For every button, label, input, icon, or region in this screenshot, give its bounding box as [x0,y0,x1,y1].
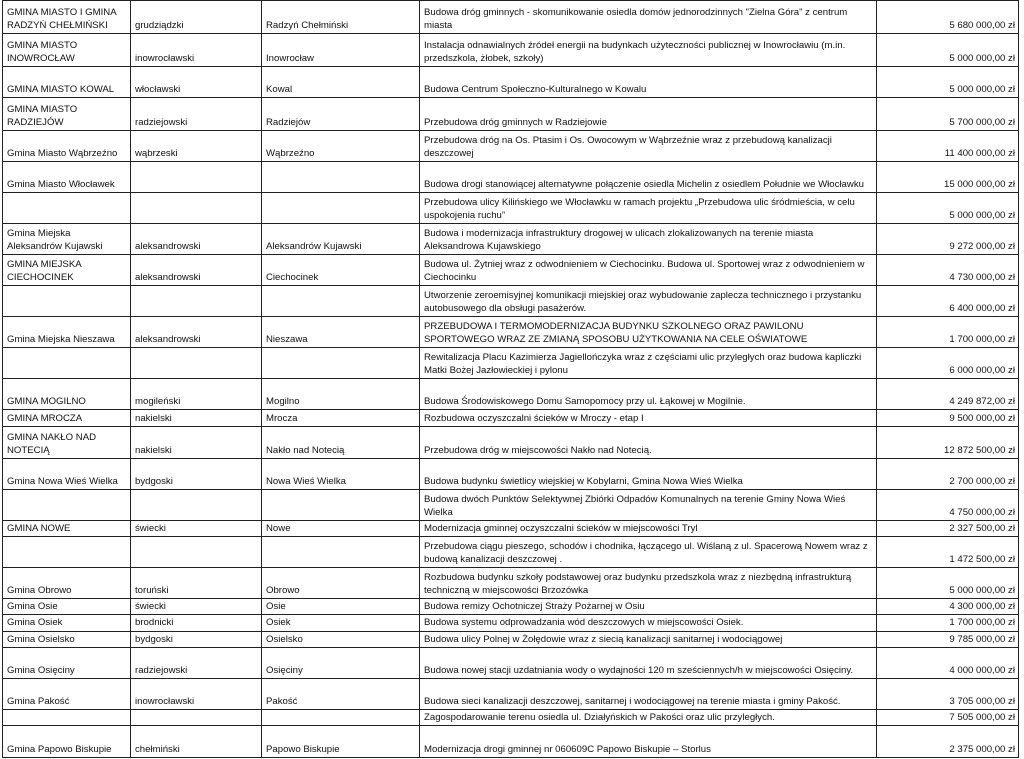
table-row [3,459,1019,490]
miejscowosc-cell: Nieszawa [262,317,420,348]
kwota-cell: 7 505 000,00 zł [877,709,1019,725]
miejscowosc-cell: Nakło nad Notecią [262,427,420,459]
miejscowosc-cell: Wąbrzeźno [262,131,420,162]
powiat-cell: aleksandrowski [131,224,262,255]
zadanie-cell: Rewitalizacja Placu Kazimierza Jagiellończyka wraz z częściami ulic przyległych oraz budowa kapliczki Matki Bożej Jazłowieckiej i pylonu [420,348,877,379]
gmina-cell [3,286,131,317]
miejscowosc-cell: Pakość [262,678,420,709]
table-row [3,348,1019,379]
gmina-cell [3,709,131,725]
miejscowosc-cell: Osięciny [262,647,420,678]
kwota-cell: 6 400 000,00 zł [877,286,1019,317]
zadanie-cell: Przebudowa ciągu pieszego, schodów i chodnika, łączącego ul. Wiślaną z ul. Spacerową Nowem wraz z budową kanalizacji deszczowej . [420,537,877,568]
powiat-cell [131,537,262,568]
kwota-cell: 5 000 000,00 zł [877,67,1019,98]
table-row [3,709,1019,725]
kwota-cell: 6 000 000,00 zł [877,348,1019,379]
zadanie-cell: Przebudowa dróg w miejscowości Nakło nad Notecią. [420,427,877,459]
grant-table-body [3,1,1019,758]
miejscowosc-cell [262,709,420,725]
miejscowosc-cell: Papowo Biskupie [262,726,420,758]
table-row [3,317,1019,348]
gmina-cell: GMINA MIASTO I GMINA RADZYŃ CHEŁMIŃSKI [3,1,131,34]
table-row [3,647,1019,678]
powiat-cell [131,348,262,379]
zadanie-cell: Budowa Centrum Społeczno-Kulturalnego w Kowalu [420,67,877,98]
kwota-cell: 9 500 000,00 zł [877,410,1019,427]
powiat-cell: wąbrzeski [131,131,262,162]
miejscowosc-cell: Inowrocław [262,34,420,67]
zadanie-cell: Przebudowa ulicy Kilińskiego we Włocławku w ramach projektu „Przebudowa ulic śródmieścia, w celu uspokojenia ruchu” [420,193,877,224]
zadanie-cell: Przebudowa dróg na Os. Ptasim i Os. Owocowym w Wąbrzeźnie wraz z przebudową kanalizacji deszczowej [420,131,877,162]
zadanie-cell: Budowa systemu odprowadzania wód deszczowych w miejscowości Osiek. [420,615,877,631]
grant-table [2,0,1019,758]
powiat-cell: inowrocławski [131,34,262,67]
powiat-cell: chełmiński [131,726,262,758]
powiat-cell: aleksandrowski [131,255,262,286]
kwota-cell: 9 272 000,00 zł [877,224,1019,255]
miejscowosc-cell: Osie [262,599,420,615]
gmina-cell: Gmina Miasto Wąbrzeźno [3,131,131,162]
miejscowosc-cell [262,490,420,521]
gmina-cell: GMINA MIASTO KOWAL [3,67,131,98]
miejscowosc-cell: Radziejów [262,98,420,131]
zadanie-cell: Przebudowa dróg gminnych w Radziejowie [420,98,877,131]
gmina-cell: Gmina Miejska Aleksandrów Kujawski [3,224,131,255]
miejscowosc-cell: Nowe [262,521,420,537]
zadanie-cell: Instalacja odnawialnych źródeł energii na budynkach użyteczności publicznej w Inowrocławiu (m.in. przedszkola, żłobek, szkoły) [420,34,877,67]
table-row [3,599,1019,615]
table-row [3,379,1019,410]
powiat-cell: toruński [131,568,262,599]
gmina-cell [3,193,131,224]
gmina-cell: Gmina Pakość [3,678,131,709]
powiat-cell [131,490,262,521]
powiat-cell: brodnicki [131,615,262,631]
kwota-cell: 1 472 500,00 zł [877,537,1019,568]
gmina-cell: GMINA NOWE [3,521,131,537]
table-row [3,678,1019,709]
kwota-cell: 2 327 500,00 zł [877,521,1019,537]
kwota-cell: 15 000 000,00 zł [877,162,1019,193]
miejscowosc-cell [262,348,420,379]
table-row [3,286,1019,317]
gmina-cell: Gmina Obrowo [3,568,131,599]
gmina-cell: GMINA MIEJSKA CIECHOCINEK [3,255,131,286]
kwota-cell: 2 700 000,00 zł [877,459,1019,490]
table-row [3,490,1019,521]
table-row [3,255,1019,286]
powiat-cell: bydgoski [131,459,262,490]
powiat-cell: włocławski [131,67,262,98]
kwota-cell: 4 249 872,00 zł [877,379,1019,410]
gmina-cell: GMINA MROCZA [3,410,131,427]
zadanie-cell: Budowa drogi stanowiącej alternatywne połączenie osiedla Michelin z osiedlem Południe we Włocławku [420,162,877,193]
table-row [3,521,1019,537]
kwota-cell: 1 700 000,00 zł [877,317,1019,348]
zadanie-cell: Budowa ulicy Polnej w Żołędowie wraz z siecią kanalizacji sanitarnej i wodociągowej [420,631,877,647]
zadanie-cell: Budowa i modernizacja infrastruktury drogowej w ulicach zlokalizowanych na terenie miasta Aleksandrowa Kujawskiego [420,224,877,255]
powiat-cell: świecki [131,521,262,537]
gmina-cell [3,490,131,521]
miejscowosc-cell: Obrowo [262,568,420,599]
kwota-cell: 3 705 000,00 zł [877,678,1019,709]
gmina-cell: GMINA MIASTO INOWROCŁAW [3,34,131,67]
powiat-cell: bydgoski [131,631,262,647]
powiat-cell: nakielski [131,427,262,459]
zadanie-cell: Budowa dróg gminnych - skomunikowanie osiedla domów jednorodzinnych "Zielna Góra" z centrum miasta [420,1,877,34]
zadanie-cell: Budowa ul. Żytniej wraz z odwodnieniem w Ciechocinku. Budowa ul. Sportowej wraz z odwodnieniem w Ciechocinku [420,255,877,286]
gmina-cell: Gmina Osie [3,599,131,615]
zadanie-cell: Zagospodarowanie terenu osiedla ul. Działyńskich w Pakości oraz ulic przyległych. [420,709,877,725]
zadanie-cell: Budowa sieci kanalizacji deszczowej, sanitarnej i wodociągowej na terenie miasta i gminy Pakość. [420,678,877,709]
zadanie-cell: Budowa Środowiskowego Domu Samopomocy przy ul. Łąkowej w Mogilnie. [420,379,877,410]
zadanie-cell: Modernizacja gminnej oczyszczalni ścieków w miejscowości Tryl [420,521,877,537]
table-row [3,537,1019,568]
powiat-cell: inowrocławski [131,678,262,709]
gmina-cell: Gmina Nowa Wieś Wielka [3,459,131,490]
miejscowosc-cell: Kowal [262,67,420,98]
kwota-cell: 5 000 000,00 zł [877,568,1019,599]
miejscowosc-cell: Nowa Wieś Wielka [262,459,420,490]
table-row [3,224,1019,255]
miejscowosc-cell [262,193,420,224]
miejscowosc-cell: Ciechocinek [262,255,420,286]
kwota-cell: 11 400 000,00 zł [877,131,1019,162]
zadanie-cell: PRZEBUDOWA I TERMOMODERNIZACJA BUDYNKU SZKOLNEGO ORAZ PAWILONU SPORTOWEGO WRAZ ZE ZMIANĄ SPOSOBU UŻYTKOWANIA NA CELE OŚWIATOWE [420,317,877,348]
table-row [3,1,1019,34]
kwota-cell: 12 872 500,00 zł [877,427,1019,459]
kwota-cell: 5 000 000,00 zł [877,34,1019,67]
kwota-cell: 4 750 000,00 zł [877,490,1019,521]
table-row [3,67,1019,98]
miejscowosc-cell: Radzyń Chełmiński [262,1,420,34]
gmina-cell [3,348,131,379]
powiat-cell: mogileński [131,379,262,410]
powiat-cell: aleksandrowski [131,317,262,348]
miejscowosc-cell [262,162,420,193]
table-row [3,410,1019,427]
table-row [3,193,1019,224]
table-row [3,631,1019,647]
gmina-cell: GMINA MIASTO RADZIEJÓW [3,98,131,131]
powiat-cell: nakielski [131,410,262,427]
gmina-cell [3,537,131,568]
gmina-cell: GMINA NAKŁO NAD NOTECIĄ [3,427,131,459]
powiat-cell [131,709,262,725]
kwota-cell: 5 700 000,00 zł [877,98,1019,131]
kwota-cell: 4 730 000,00 zł [877,255,1019,286]
miejscowosc-cell: Mrocza [262,410,420,427]
powiat-cell: radziejowski [131,647,262,678]
table-row [3,34,1019,67]
powiat-cell [131,162,262,193]
table-row [3,427,1019,459]
zadanie-cell: Budowa remizy Ochotniczej Straży Pożarnej w Osiu [420,599,877,615]
kwota-cell: 9 785 000,00 zł [877,631,1019,647]
table-row [3,98,1019,131]
gmina-cell: Gmina Miasto Włocławek [3,162,131,193]
table-row [3,131,1019,162]
powiat-cell: świecki [131,599,262,615]
table-row [3,162,1019,193]
gmina-cell: Gmina Miejska Nieszawa [3,317,131,348]
table-row [3,726,1019,758]
miejscowosc-cell: Aleksandrów Kujawski [262,224,420,255]
kwota-cell: 4 000 000,00 zł [877,647,1019,678]
zadanie-cell: Budowa budynku świetlicy wiejskiej w Kobylarni, Gmina Nowa Wieś Wielka [420,459,877,490]
gmina-cell: Gmina Osięciny [3,647,131,678]
table-row [3,568,1019,599]
kwota-cell: 4 300 000,00 zł [877,599,1019,615]
powiat-cell [131,286,262,317]
kwota-cell: 2 375 000,00 zł [877,726,1019,758]
gmina-cell: GMINA MOGILNO [3,379,131,410]
zadanie-cell: Rozbudowa budynku szkoły podstawowej oraz budynku przedszkola wraz z niezbędną infrastrukturą techniczną w miejscowości Brzozówka [420,568,877,599]
miejscowosc-cell [262,286,420,317]
zadanie-cell: Modernizacja drogi gminnej nr 060609C Papowo Biskupie – Storlus [420,726,877,758]
miejscowosc-cell [262,537,420,568]
powiat-cell: grudziądzki [131,1,262,34]
zadanie-cell: Utworzenie zeroemisyjnej komunikacji miejskiej oraz wybudowanie zaplecza technicznego i przystanku autobusowego dla obsługi pasażerów. [420,286,877,317]
miejscowosc-cell: Osielsko [262,631,420,647]
kwota-cell: 1 700 000,00 zł [877,615,1019,631]
miejscowosc-cell: Osiek [262,615,420,631]
gmina-cell: Gmina Papowo Biskupie [3,726,131,758]
kwota-cell: 5 000 000,00 zł [877,193,1019,224]
zadanie-cell: Rozbudowa oczyszczalni ścieków w Mroczy - etap I [420,410,877,427]
gmina-cell: Gmina Osielsko [3,631,131,647]
miejscowosc-cell: Mogilno [262,379,420,410]
zadanie-cell: Budowa nowej stacji uzdatniania wody o wydajności 120 m sześciennych/h w miejscowości Osięciny. [420,647,877,678]
kwota-cell: 5 680 000,00 zł [877,1,1019,34]
powiat-cell [131,193,262,224]
table-row [3,615,1019,631]
zadanie-cell: Budowa dwóch Punktów Selektywnej Zbiórki Odpadów Komunalnych na terenie Gminy Nowa Wieś Wielka [420,490,877,521]
powiat-cell: radziejowski [131,98,262,131]
gmina-cell: Gmina Osiek [3,615,131,631]
